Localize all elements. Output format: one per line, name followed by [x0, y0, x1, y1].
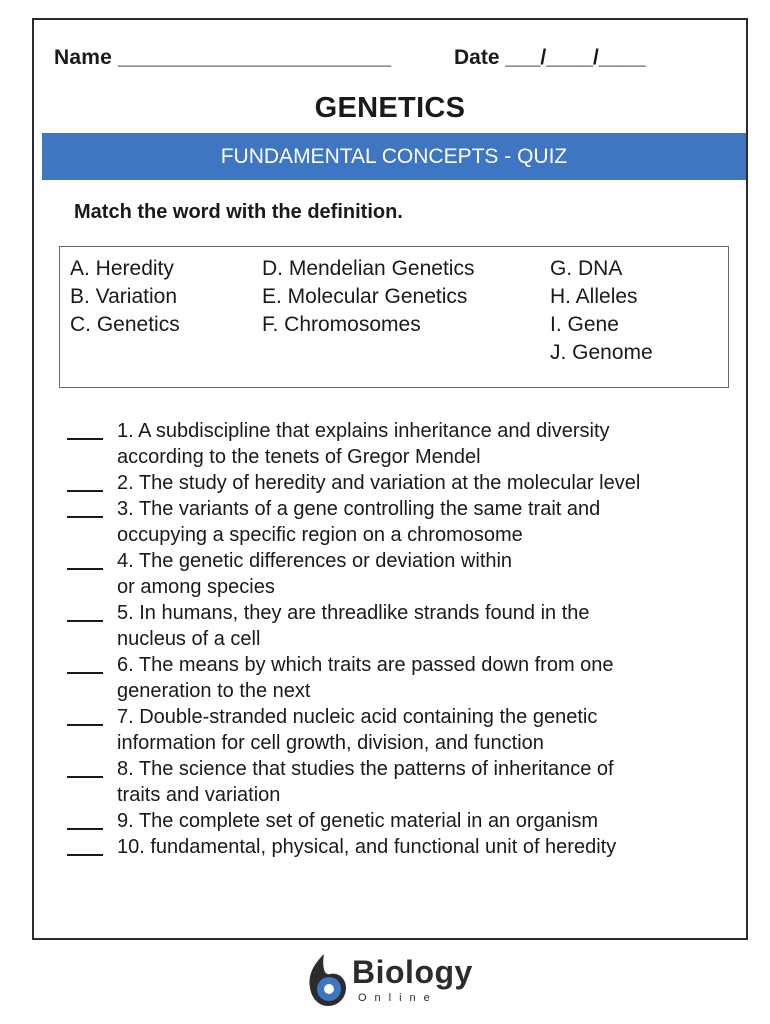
instruction-text: Match the word with the definition.	[74, 201, 403, 223]
word-bank-item: G. DNA	[550, 257, 623, 280]
word-bank-column-3	[550, 255, 653, 367]
word-bank-item: A. Heredity	[70, 257, 174, 280]
answer-blank[interactable]	[67, 834, 103, 856]
question-text: 3. The variants of a gene controlling the same trait and	[117, 498, 601, 520]
answer-blank[interactable]	[67, 704, 103, 726]
answer-blank[interactable]	[67, 600, 103, 622]
answer-blank[interactable]	[67, 548, 103, 570]
question-item	[67, 808, 747, 834]
question-text: 10. fundamental, physical, and functional unit of heredity	[117, 836, 617, 858]
word-bank-item: E. Molecular Genetics	[262, 285, 468, 308]
biology-online-logo[interactable]	[306, 952, 486, 1010]
word-bank-item: D. Mendelian Genetics	[262, 257, 475, 280]
question-item	[67, 704, 747, 756]
answer-blank[interactable]	[67, 418, 103, 440]
answer-blank[interactable]	[67, 652, 103, 674]
word-bank-item: F. Chromosomes	[262, 313, 421, 336]
question-text-continued: or among species	[117, 576, 275, 598]
word-bank-column-1	[70, 255, 180, 339]
word-bank-column-2	[262, 255, 474, 339]
logo-subtitle: Online	[358, 992, 438, 1004]
question-text-continued: traits and variation	[117, 784, 281, 806]
worksheet-frame	[32, 18, 748, 940]
question-text: 1. A subdiscipline that explains inheritance and diversity	[117, 420, 610, 442]
question-item	[67, 756, 747, 808]
question-item	[67, 470, 747, 496]
question-item	[67, 548, 747, 600]
question-text-continued: according to the tenets of Gregor Mendel	[117, 446, 481, 468]
question-item	[67, 652, 747, 704]
question-text: 6. The means by which traits are passed down from one	[117, 654, 614, 676]
question-text-continued: occupying a specific region on a chromosome	[117, 524, 523, 546]
word-bank-item: B. Variation	[70, 285, 177, 308]
question-text-continued: information for cell growth, division, and function	[117, 732, 544, 754]
worksheet-title: GENETICS	[314, 92, 466, 124]
answer-blank[interactable]	[67, 756, 103, 778]
question-item	[67, 418, 747, 470]
question-item	[67, 600, 747, 652]
question-text: 8. The science that studies the patterns of inheritance of	[117, 758, 614, 780]
answer-blank[interactable]	[67, 808, 103, 830]
answer-blank[interactable]	[67, 470, 103, 492]
date-field: Date ___/____/____	[454, 46, 646, 69]
name-field: Name _______________________	[54, 46, 392, 69]
question-item	[67, 496, 747, 548]
question-item	[67, 834, 747, 860]
answer-blank[interactable]	[67, 496, 103, 518]
quiz-banner-text: FUNDAMENTAL CONCEPTS - QUIZ	[220, 144, 568, 168]
question-text: 2. The study of heredity and variation at the molecular level	[117, 472, 641, 494]
question-text: 4. The genetic differences or deviation within	[117, 550, 513, 572]
question-text: 7. Double-stranded nucleic acid containing the genetic	[117, 706, 598, 728]
word-bank-item: I. Gene	[550, 313, 619, 336]
biology-online-logo-icon	[306, 952, 350, 1008]
word-bank-item: C. Genetics	[70, 313, 180, 336]
question-text: 9. The complete set of genetic material in an organism	[117, 810, 598, 832]
word-bank	[59, 246, 729, 388]
logo-name: Biology	[352, 954, 473, 990]
question-list	[67, 418, 747, 860]
question-text-continued: generation to the next	[117, 680, 311, 702]
word-bank-item: H. Alleles	[550, 285, 638, 308]
word-bank-item: J. Genome	[550, 341, 653, 364]
quiz-banner	[42, 133, 746, 180]
question-text-continued: nucleus of a cell	[117, 628, 261, 650]
question-text: 5. In humans, they are threadlike strands found in the	[117, 602, 590, 624]
